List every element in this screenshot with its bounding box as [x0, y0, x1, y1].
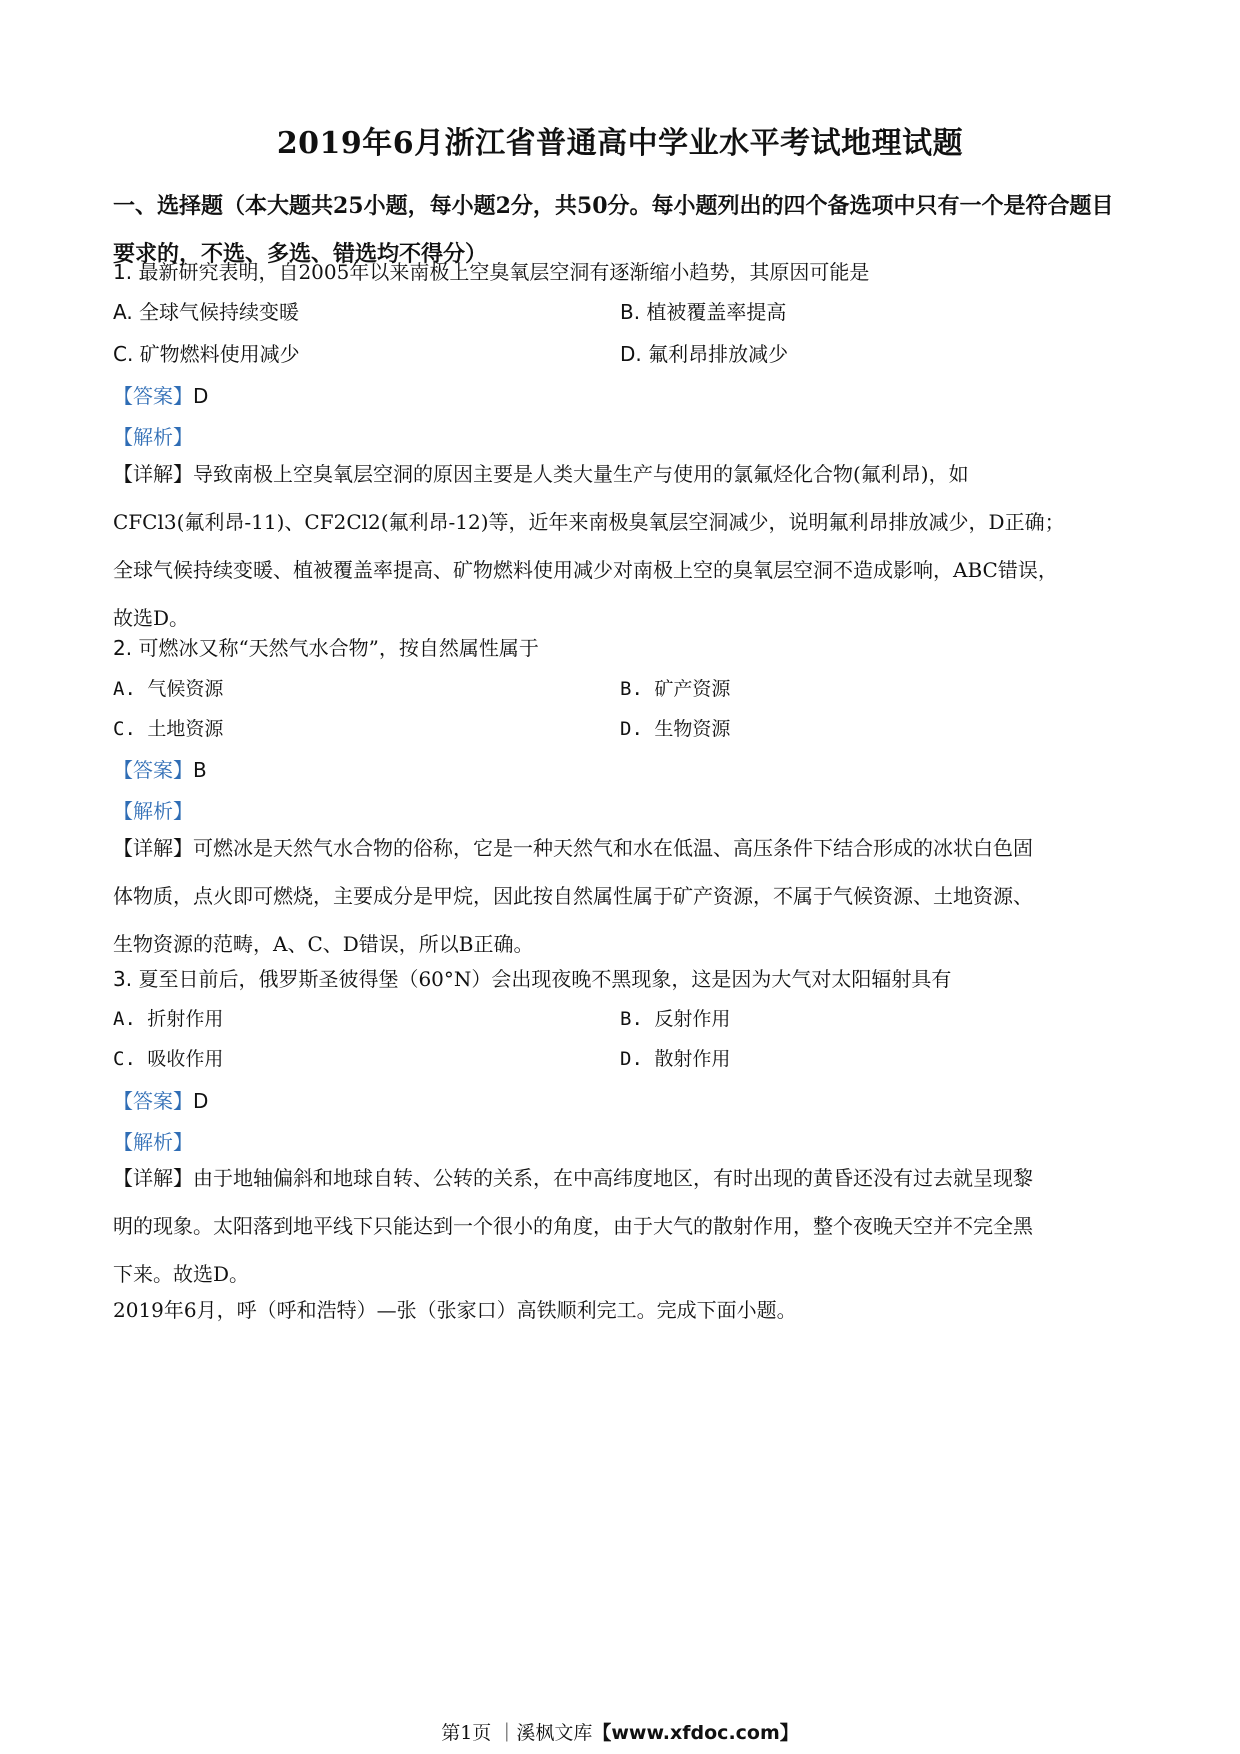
option-a: A. 折射作用: [113, 1008, 224, 1030]
detail-label: 【详解】: [113, 836, 193, 860]
analysis-label: 【解析】: [113, 799, 193, 823]
answer-value: D: [193, 384, 209, 408]
question-2: [113, 632, 539, 661]
detail-line: 下来。故选D。: [113, 1262, 250, 1286]
answer-row: [113, 1085, 208, 1114]
detail-label: 【详解】: [113, 462, 193, 486]
detail-line: 故选D。: [113, 606, 190, 630]
answer-value: D: [193, 1089, 209, 1113]
question-number: 1.: [113, 260, 133, 284]
answer-row: [113, 754, 207, 783]
question-stem: 夏至日前后，俄罗斯圣彼得堡（60°N）会出现夜晚不黑现象，这是因为大气对太阳辐射具有: [138, 967, 952, 991]
detail-line: 明的现象。太阳落到地平线下只能达到一个很小的角度，由于大气的散射作用，整个夜晚天空并不完全黑: [113, 1214, 1033, 1238]
option-a: A. 气候资源: [113, 678, 224, 700]
detail-line: 全球气候持续变暖、植被覆盖率提高、矿物燃料使用减少对南极上空的臭氧层空洞不造成影响，ABC错误，: [113, 558, 1058, 582]
next-question-intro: 2019年6月，呼（呼和浩特）—张（张家口）高铁顺利完工。完成下面小题。: [113, 1298, 797, 1322]
option-c: C. 矿物燃料使用减少: [113, 342, 300, 366]
option-d: D. 生物资源: [620, 718, 731, 740]
option-c: C. 土地资源: [113, 718, 224, 740]
detail-paragraph: [113, 450, 1143, 642]
detail-paragraph: [113, 824, 1143, 968]
option-d: D. 氟利昂排放减少: [620, 342, 789, 366]
detail-line: 体物质，点火即可燃烧，主要成分是甲烷，因此按自然属性属于矿产资源，不属于气候资源、土地资源、: [113, 884, 1033, 908]
answer-label: 【答案】: [113, 384, 193, 408]
answer-value: B: [193, 758, 207, 782]
detail-line: 可燃冰是天然气水合物的俗称，它是一种天然气和水在低温、高压条件下结合形成的冰状白色固: [193, 836, 1033, 860]
footer-site-link[interactable]: 【www.xfdoc.com】: [592, 1722, 799, 1744]
page-footer: [0, 1718, 1240, 1745]
analysis-label: 【解析】: [113, 1130, 193, 1154]
option-c: C. 吸收作用: [113, 1048, 224, 1070]
question-stem: 可燃冰又称“天然气水合物”，按自然属性属于: [138, 636, 539, 660]
detail-paragraph: [113, 1154, 1143, 1298]
answer-row: [113, 380, 208, 409]
option-d: D. 散射作用: [620, 1048, 731, 1070]
footer-page-label: 第1页 ｜溪枫文库: [441, 1722, 593, 1744]
question-stem: 最新研究表明，自2005年以来南极上空臭氧层空洞有逐渐缩小趋势，其原因可能是: [138, 260, 870, 284]
section-header: 一、选择题（本大题共25小题，每小题2分，共50分。每小题列出的四个备选项中只有一个是符合题目要求的，不选、多选、错选均不得分）: [113, 193, 1114, 267]
answer-label: 【答案】: [113, 1089, 193, 1113]
analysis-label: 【解析】: [113, 425, 193, 449]
question-3: [113, 963, 951, 992]
detail-line: 导致南极上空臭氧层空洞的原因主要是人类大量生产与使用的氯氟烃化合物(氟利昂)，如: [193, 462, 969, 486]
question-number: 2.: [113, 636, 133, 660]
detail-line: 生物资源的范畴，A、C、D错误，所以B正确。: [113, 932, 534, 956]
option-b: B. 反射作用: [620, 1008, 731, 1030]
answer-label: 【答案】: [113, 758, 193, 782]
detail-line: 由于地轴偏斜和地球自转、公转的关系，在中高纬度地区，有时出现的黄昏还没有过去就呈现黎: [193, 1166, 1033, 1190]
option-b: B. 矿产资源: [620, 678, 731, 700]
option-a: A. 全球气候持续变暖: [113, 300, 300, 324]
question-number: 3.: [113, 967, 133, 991]
page-title: 2019年6月浙江省普通高中学业水平考试地理试题: [276, 126, 964, 161]
option-b: B. 植被覆盖率提高: [620, 300, 787, 324]
question-1: [113, 256, 869, 285]
detail-label: 【详解】: [113, 1166, 193, 1190]
detail-line: CFCl3(氟利昂-11)、CF2Cl2(氟利昂-12)等，近年来南极臭氧层空洞减少，说明氟利昂排放减少，D正确；: [113, 510, 1065, 534]
